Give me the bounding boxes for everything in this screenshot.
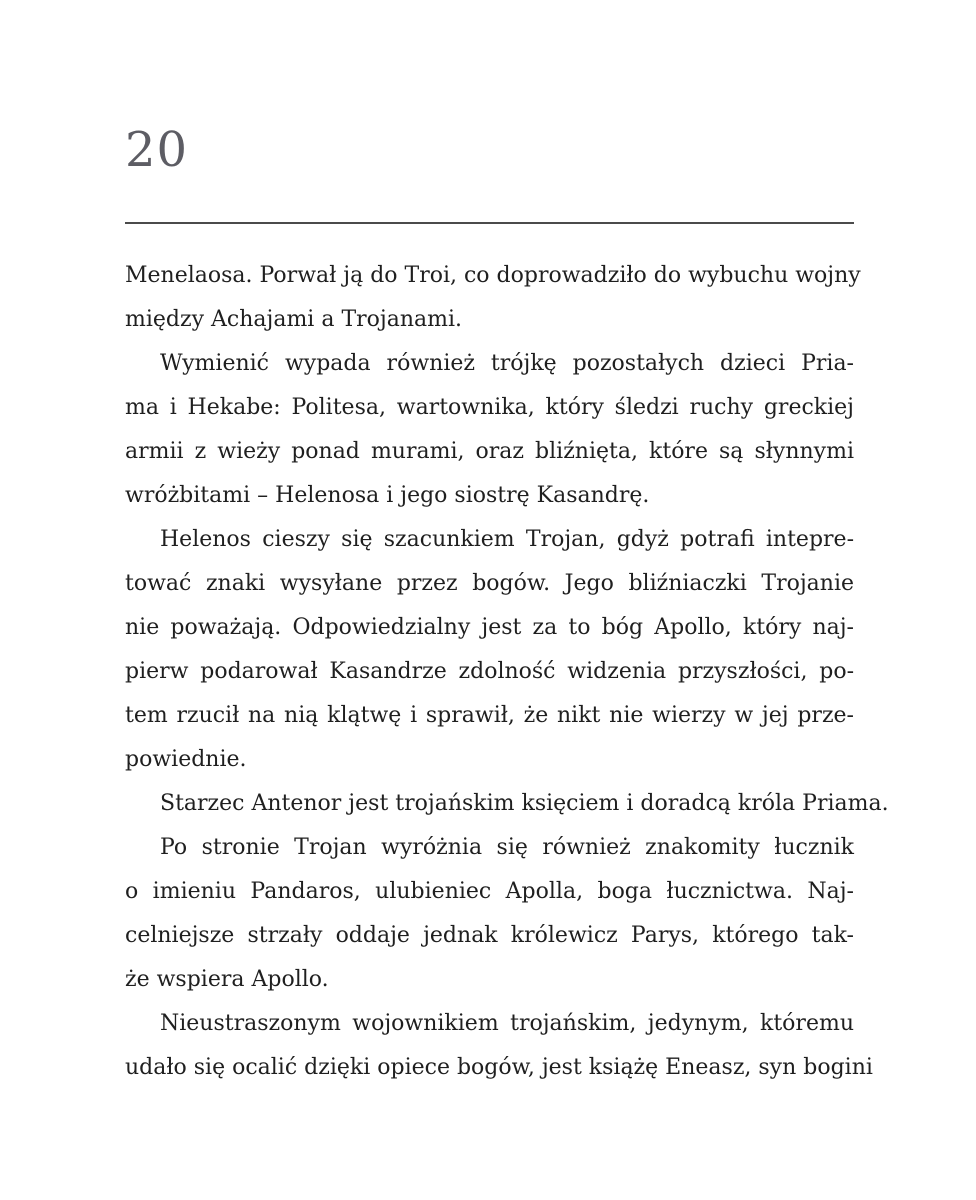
paragraph <box>125 518 854 782</box>
text-line: tem rzucił na nią klątwę i sprawił, że nikt nie wierzy w jej prze- <box>125 703 854 728</box>
text-line: ma i Hekabe: Politesa, wartownika, który śledzi ruchy greckiej <box>125 395 854 420</box>
text-line: Wymienić wypada również trójkę pozostałych dzieci Pria- <box>160 351 854 376</box>
text-line: Po stronie Trojan wyróżnia się również znakomity łucznik <box>160 835 854 860</box>
text-line: Helenos cieszy się szacunkiem Trojan, gdyż potrafi intepre- <box>160 527 854 552</box>
text-line: między Achajami a Trojanami. <box>125 307 462 332</box>
paragraph <box>125 782 889 826</box>
text-line: wróżbitami – Helenosa i jego siostrę Kasandrę. <box>125 483 650 508</box>
text-line: pierw podarował Kasandrze zdolność widzenia przyszłości, po- <box>125 659 854 684</box>
paragraph <box>125 254 861 342</box>
text-line: powiednie. <box>125 747 247 772</box>
text-line: Starzec Antenor jest trojańskim księciem i doradcą króla Priama. <box>160 791 889 816</box>
body-text <box>125 254 889 1090</box>
page-number: 20 <box>125 122 189 178</box>
paragraph <box>125 342 854 518</box>
text-line: że wspiera Apollo. <box>125 967 329 992</box>
paragraph <box>125 826 854 1002</box>
text-line: tować znaki wysyłane przez bogów. Jego bliźniaczki Trojanie <box>125 571 854 596</box>
text-line: Menelaosa. Porwał ją do Troi, co doprowadziło do wybuchu wojny <box>125 263 861 288</box>
text-line: udało się ocalić dzięki opiece bogów, jest książę Eneasz, syn bogini <box>125 1055 873 1080</box>
text-line: o imieniu Pandaros, ulubieniec Apolla, boga łucznictwa. Naj- <box>125 879 854 904</box>
paragraph <box>125 1002 873 1090</box>
text-line: celniejsze strzały oddaje jednak królewicz Parys, którego tak- <box>125 923 854 948</box>
text-line: Nieustraszonym wojownikiem trojańskim, jedynym, któremu <box>160 1011 854 1036</box>
text-line: armii z wieży ponad murami, oraz bliźnięta, które są słynnymi <box>125 439 854 464</box>
text-line: nie poważają. Odpowiedzialny jest za to bóg Apollo, który naj- <box>125 615 854 640</box>
header-separator-rule <box>125 222 854 224</box>
